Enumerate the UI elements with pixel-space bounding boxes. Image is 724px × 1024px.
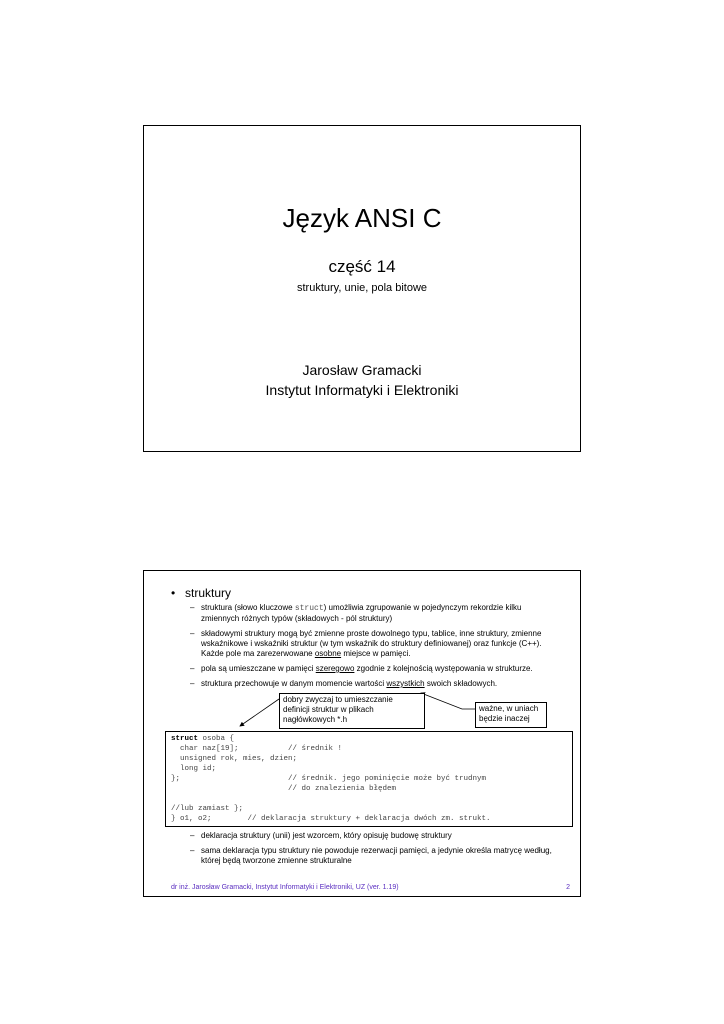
item-text: zgodnie z kolejnością występowania w strukturze. xyxy=(354,664,533,673)
item-text: pola są umieszczane w pamięci xyxy=(201,664,316,673)
code-line xyxy=(171,734,567,744)
code-line: // do znalezienia błędem xyxy=(171,785,397,793)
arrow-left xyxy=(240,699,279,726)
code-line: } o1, o2; // deklaracja struktury + deklaracja dwóch zm. strukt. xyxy=(171,815,491,823)
dash-icon: – xyxy=(190,603,195,612)
code-line: //lub zamiast }; xyxy=(171,805,244,813)
title-slide xyxy=(143,125,581,452)
code-block xyxy=(165,731,573,827)
code-keyword: struct xyxy=(171,735,199,743)
slide-title: Język ANSI C xyxy=(282,203,442,233)
list-item xyxy=(190,831,560,841)
dash-list-bottom xyxy=(190,831,560,871)
bullet-icon: • xyxy=(171,586,176,600)
item-text: struktura (słowo kluczowe xyxy=(201,603,295,612)
content-slide xyxy=(143,570,581,897)
list-item xyxy=(190,664,560,674)
institute-name: Instytut Informatyki i Elektroniki xyxy=(265,382,459,398)
code-line xyxy=(171,794,567,804)
underlined-word: osobne xyxy=(314,649,342,658)
dash-icon: – xyxy=(190,679,195,688)
arrow-right xyxy=(421,693,475,709)
code-keyword: struct xyxy=(294,604,324,613)
page-number: 2 xyxy=(566,884,570,891)
author-name: Jarosław Gramacki xyxy=(302,362,422,378)
item-text: ) umożliwia zgrupowanie w pojedynczym rekordzie kilku zmiennych różnych typów (składowych - pól struktury) xyxy=(201,603,522,623)
callout-header-files: dobry zwyczaj to umieszczanie definicji struktur w plikach nagłówkowych *.h xyxy=(279,693,425,729)
dash-icon: – xyxy=(190,846,195,855)
bullet-heading: struktury xyxy=(185,586,232,600)
underlined-word: wszystkich xyxy=(386,679,425,688)
item-text: swoich składowych. xyxy=(424,679,498,688)
list-item xyxy=(190,603,560,624)
item-text: deklaracja struktury (unii) jest wzorcem, który opisuję budowę struktury xyxy=(201,831,452,840)
item-text: sama deklaracja typu struktury nie powoduje rezerwacji pamięci, a jedynie określa matrycę według, której będą tworzone zmienne strukturalne xyxy=(201,846,552,865)
dash-icon: – xyxy=(190,831,195,840)
dash-icon: – xyxy=(190,629,195,638)
item-text: struktura przechowuje w danym momencie wartości xyxy=(201,679,387,688)
main-bullet xyxy=(171,586,231,600)
list-item xyxy=(190,846,560,866)
underlined-word: szeregowo xyxy=(315,664,355,673)
code-line: char naz[19]; // średnik ! xyxy=(171,745,343,753)
code-line: }; // średnik. jego pominięcie może być trudnym xyxy=(171,775,487,783)
slide-subtitle: struktury, unie, pola bitowe xyxy=(296,282,428,294)
code-line: unsigned rok, mies, dzien; xyxy=(171,755,298,763)
callout-unions: ważne, w uniach będzie inaczej xyxy=(475,702,547,728)
list-item xyxy=(190,679,560,689)
code-text: osoba { xyxy=(198,735,235,743)
dash-icon: – xyxy=(190,664,195,673)
slide-footer: dr inż. Jarosław Gramacki, Instytut Informatyki i Elektroniki, UZ (ver. 1.19) xyxy=(171,884,399,891)
item-text: składowymi struktury mogą być zmienne proste dowolnego typu, tablice, inne struktury, zmienne wskaźnikowe i wskaźniki struktur (w tym wskaźnik do struktury definiowanej) oraz funkcje (C++). Każde pole ma zarezerwowane xyxy=(201,629,542,658)
list-item xyxy=(190,629,560,659)
code-line: long id; xyxy=(171,765,217,773)
item-text: miejsce w pamięci. xyxy=(341,649,411,658)
dash-list xyxy=(190,603,560,694)
part-number: część 14 xyxy=(328,257,396,276)
